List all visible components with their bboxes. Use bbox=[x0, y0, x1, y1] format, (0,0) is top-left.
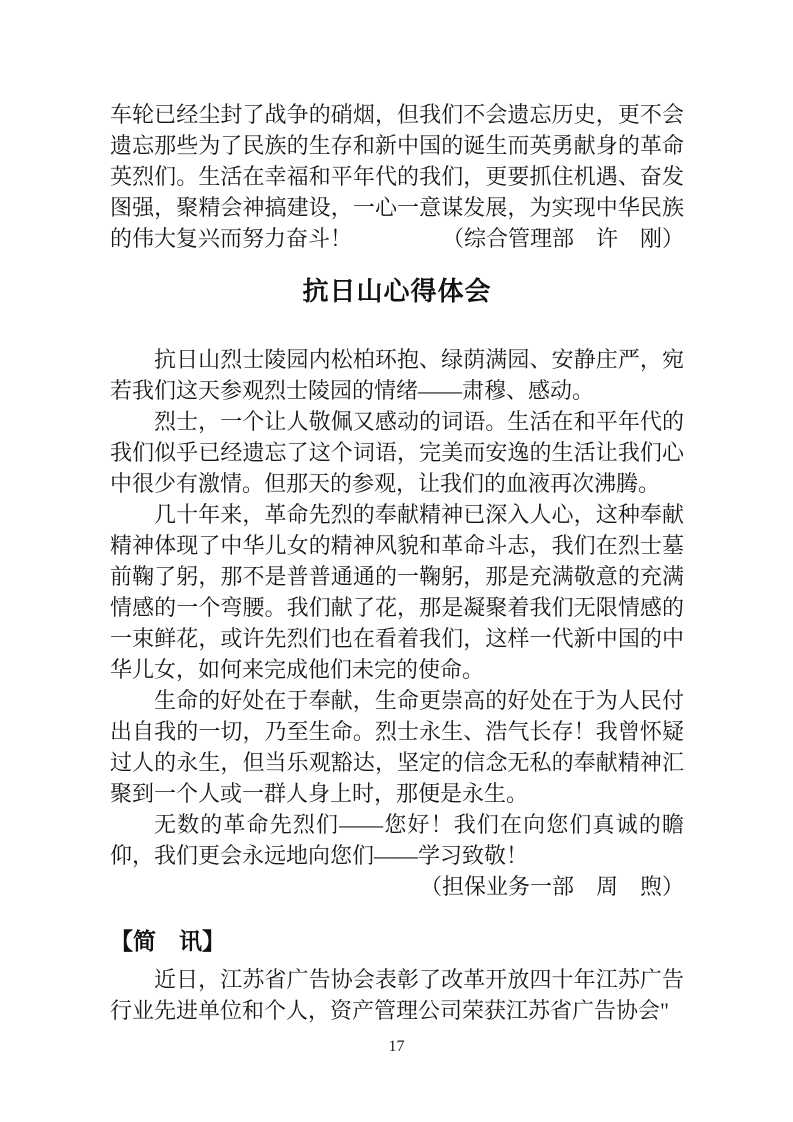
briefs-paragraph: 近日，江苏省广告协会表彰了改革开放四十年江苏广告行业先进单位和个人，资产管理公司荣获江苏省广告协会" bbox=[110, 967, 684, 1023]
article-paragraph-1: 抗日山烈士陵园内松柏环抱、绿荫满园、安静庄严，宛若我们这天参观烈士陵园的情绪——肃穆、感动。 bbox=[110, 347, 684, 403]
briefs-section-header: 【简 讯】 bbox=[110, 928, 225, 954]
page-number: 17 bbox=[388, 1038, 405, 1055]
article-paragraph-3: 几十年来，革命先烈的奉献精神已深入人心，这种奉献精神体现了中华儿女的精神风貌和革命斗志，我们在烈士墓前鞠了躬，那不是普普通通的一鞠躬，那是充满敬意的充满情感的一个弯腰。我们献了花，那是凝聚着我们无限情感的一束鲜花，或许先烈们也在看着我们，这样一代新中国的中华儿女，如何来完成他们未完的使命。 bbox=[110, 502, 684, 682]
article-attribution: （担保业务一部 周 煦） bbox=[419, 874, 684, 899]
continuation-paragraph: 车轮已经尘封了战争的硝烟，但我们不会遗忘历史，更不会遗忘那些为了民族的生存和新中国的诞生而英勇献身的革命英烈们。生活在幸福和平年代的我们，更要抓住机遇、奋发图强，聚精会神搞建设，一心一意谋发展，为实现中华民族的伟大复兴而努力奋斗！ bbox=[110, 102, 684, 251]
article-title: 抗日山心得体会 bbox=[302, 276, 492, 306]
article-paragraph-2: 烈士，一个让人敬佩又感动的词语。生活在和平年代的我们似乎已经遗忘了这个词语，完美而安逸的生活让我们心中很少有激情。但那天的参观，让我们的血液再次沸腾。 bbox=[110, 409, 684, 496]
continuation-attribution: （综合管理部 许 刚） bbox=[441, 226, 684, 251]
article-paragraph-5: 无数的革命先烈们——您好！我们在向您们真诚的瞻仰，我们更会永远地向您们——学习致敬！ bbox=[110, 812, 684, 868]
article-paragraph-4: 生命的好处在于奉献，生命更崇高的好处在于为人民付出自我的一切，乃至生命。烈士永生、浩气长存！我曾怀疑过人的永生，但当乐观豁达，坚定的信念无私的奉献精神汇聚到一个人或一群人身上时，那便是永生。 bbox=[110, 688, 684, 806]
page-footer bbox=[0, 1038, 793, 1056]
page-content bbox=[110, 99, 684, 1026]
